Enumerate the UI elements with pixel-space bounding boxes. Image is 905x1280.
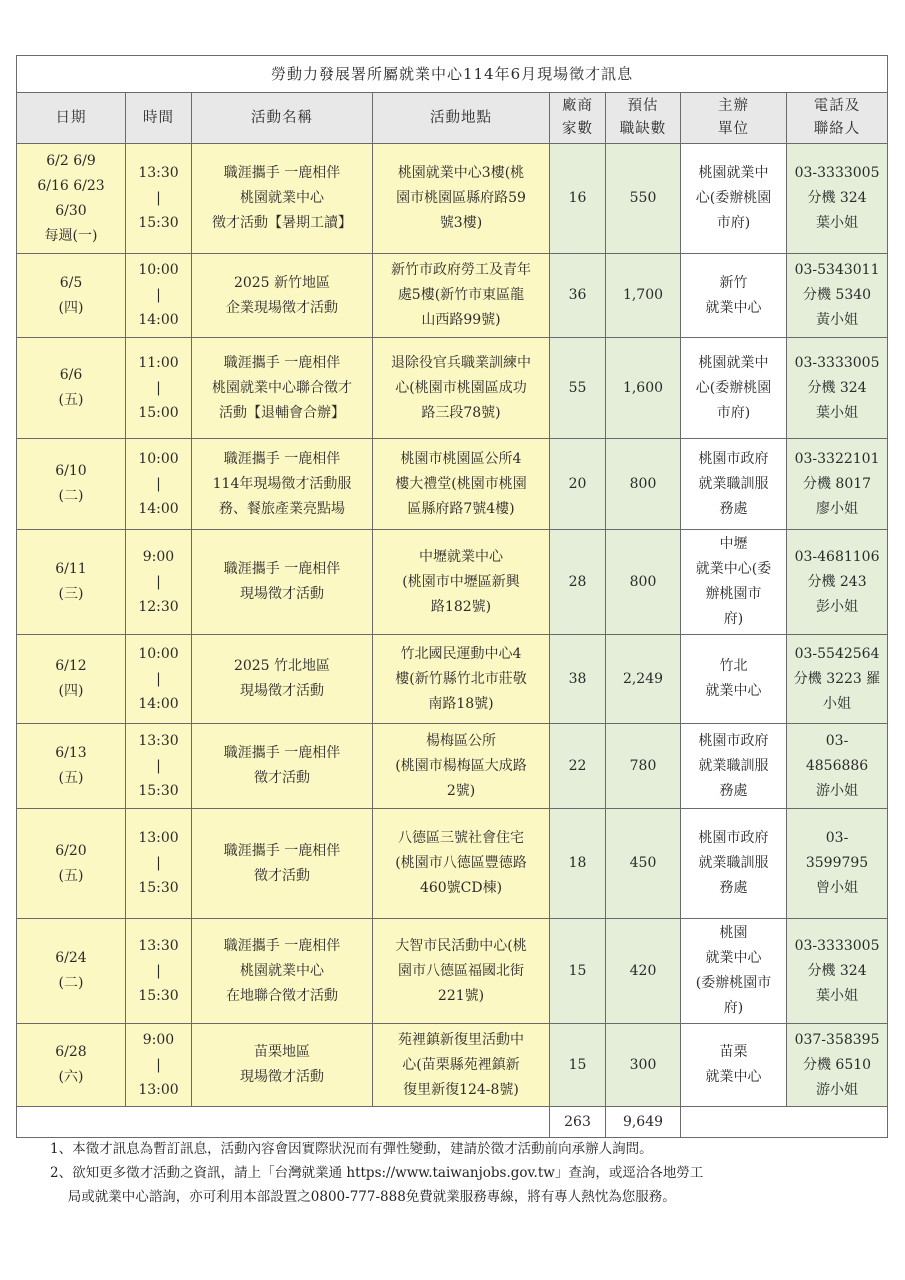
cell-activity-place: 中壢就業中心 (桃園市中壢區新興 路182號) bbox=[373, 530, 550, 635]
cell-contact: 03-5542564 分機 3223 羅 小姐 bbox=[787, 635, 888, 724]
job-fair-table bbox=[16, 55, 888, 1138]
table-row bbox=[17, 919, 888, 1024]
cell-activity-name: 職涯攜手 一鹿相伴 桃園就業中心 徵才活動【暑期工讀】 bbox=[192, 144, 373, 254]
table-row bbox=[17, 338, 888, 439]
table-row bbox=[17, 635, 888, 724]
cell-firm-count: 15 bbox=[550, 1024, 606, 1107]
cell-activity-place: 竹北國民運動中心4 樓(新竹縣竹北市莊敬 南路18號) bbox=[373, 635, 550, 724]
cell-firm-count: 15 bbox=[550, 919, 606, 1024]
cell-firm-count: 36 bbox=[550, 254, 606, 338]
cell-host: 桃園市政府 就業職訓服 務處 bbox=[681, 809, 787, 919]
cell-contact: 03-5343011 分機 5340 黃小姐 bbox=[787, 254, 888, 338]
cell-host: 苗栗 就業中心 bbox=[681, 1024, 787, 1107]
cell-host: 桃園市政府 就業職訓服 務處 bbox=[681, 724, 787, 809]
header-row bbox=[17, 93, 888, 144]
header-date: 日期 bbox=[17, 93, 126, 144]
header-contact: 電話及 聯絡人 bbox=[787, 93, 888, 144]
cell-firm-count: 28 bbox=[550, 530, 606, 635]
cell-contact: 03- 3599795 曾小姐 bbox=[787, 809, 888, 919]
header-time: 時間 bbox=[126, 93, 192, 144]
cell-job-count: 550 bbox=[606, 144, 681, 254]
cell-time: 9:00 | 13:00 bbox=[126, 1024, 192, 1107]
cell-contact: 03-4681106 分機 243 彭小姐 bbox=[787, 530, 888, 635]
table-row bbox=[17, 1024, 888, 1107]
cell-activity-name: 職涯攜手 一鹿相伴 現場徵才活動 bbox=[192, 530, 373, 635]
cell-date: 6/5 (四) bbox=[17, 254, 126, 338]
cell-activity-name: 職涯攜手 一鹿相伴 徵才活動 bbox=[192, 809, 373, 919]
cell-job-count: 1,600 bbox=[606, 338, 681, 439]
total-jobs: 9,649 bbox=[606, 1107, 681, 1138]
cell-date: 6/20 (五) bbox=[17, 809, 126, 919]
cell-host: 中壢 就業中心(委 辦桃園市 府) bbox=[681, 530, 787, 635]
totals-blank bbox=[17, 1107, 550, 1138]
cell-activity-place: 退除役官兵職業訓練中 心(桃園市桃園區成功 路三段78號) bbox=[373, 338, 550, 439]
cell-host: 桃園市政府 就業職訓服 務處 bbox=[681, 439, 787, 530]
note-1: 1、本徵才訊息為暫訂訊息，活動內容會因實際狀況而有彈性變動，建請於徵才活動前向承辦人詢問。 bbox=[50, 1141, 653, 1157]
cell-activity-place: 苑裡鎮新復里活動中 心(苗栗縣苑裡鎮新 復里新復124-8號) bbox=[373, 1024, 550, 1107]
cell-time: 10:00 | 14:00 bbox=[126, 254, 192, 338]
cell-activity-name: 職涯攜手 一鹿相伴 桃園就業中心 在地聯合徵才活動 bbox=[192, 919, 373, 1024]
cell-date: 6/28 (六) bbox=[17, 1024, 126, 1107]
cell-job-count: 800 bbox=[606, 439, 681, 530]
cell-activity-name: 職涯攜手 一鹿相伴 桃園就業中心聯合徵才 活動【退輔會合辦】 bbox=[192, 338, 373, 439]
table-row bbox=[17, 439, 888, 530]
header-firm-count: 廠商 家數 bbox=[550, 93, 606, 144]
sheet-title: 勞動力發展署所屬就業中心114年6月現場徵才訊息 bbox=[17, 56, 888, 93]
cell-time: 9:00 | 12:30 bbox=[126, 530, 192, 635]
cell-time: 13:30 | 15:30 bbox=[126, 144, 192, 254]
cell-contact: 03- 4856886 游小姐 bbox=[787, 724, 888, 809]
cell-host: 竹北 就業中心 bbox=[681, 635, 787, 724]
cell-activity-place: 桃園就業中心3樓(桃 園市桃園區縣府路59 號3樓) bbox=[373, 144, 550, 254]
note-2: 2、欲知更多徵才活動之資訊，請上「台灣就業通 https://www.taiwanjobs.gov.tw」查詢，或逕洽各地勞工 局或就業中心諮詢，亦可利用本部設置之0800-777-888免費就業服務專線，將有專人熱忱為您服務。 bbox=[50, 1165, 704, 1205]
cell-firm-count: 22 bbox=[550, 724, 606, 809]
totals-row bbox=[17, 1107, 888, 1138]
cell-job-count: 300 bbox=[606, 1024, 681, 1107]
cell-time: 13:30 | 15:30 bbox=[126, 919, 192, 1024]
cell-job-count: 800 bbox=[606, 530, 681, 635]
cell-contact: 03-3322101 分機 8017 廖小姐 bbox=[787, 439, 888, 530]
cell-date: 6/12 (四) bbox=[17, 635, 126, 724]
cell-date: 6/10 (二) bbox=[17, 439, 126, 530]
cell-activity-place: 八德區三號社會住宅 (桃園市八德區豐德路 460號CD棟) bbox=[373, 809, 550, 919]
cell-activity-name: 2025 竹北地區 現場徵才活動 bbox=[192, 635, 373, 724]
cell-activity-name: 職涯攜手 一鹿相伴 114年現場徵才活動服 務、餐旅產業亮點場 bbox=[192, 439, 373, 530]
cell-activity-place: 新竹市政府勞工及青年 處5樓(新竹市東區龍 山西路99號) bbox=[373, 254, 550, 338]
cell-date: 6/13 (五) bbox=[17, 724, 126, 809]
cell-firm-count: 20 bbox=[550, 439, 606, 530]
cell-job-count: 780 bbox=[606, 724, 681, 809]
header-activity-place: 活動地點 bbox=[373, 93, 550, 144]
totals-blank-right bbox=[681, 1107, 888, 1138]
header-activity-name: 活動名稱 bbox=[192, 93, 373, 144]
cell-activity-place: 大智市民活動中心(桃 園市八德區福國北街 221號) bbox=[373, 919, 550, 1024]
cell-host: 桃園就業中 心(委辦桃園 市府) bbox=[681, 144, 787, 254]
cell-job-count: 450 bbox=[606, 809, 681, 919]
cell-activity-name: 職涯攜手 一鹿相伴 徵才活動 bbox=[192, 724, 373, 809]
cell-time: 11:00 | 15:00 bbox=[126, 338, 192, 439]
cell-activity-place: 楊梅區公所 (桃園市楊梅區大成路 2號) bbox=[373, 724, 550, 809]
cell-job-count: 2,249 bbox=[606, 635, 681, 724]
table-row bbox=[17, 724, 888, 809]
cell-job-count: 420 bbox=[606, 919, 681, 1024]
cell-time: 13:00 | 15:30 bbox=[126, 809, 192, 919]
cell-time: 10:00 | 14:00 bbox=[126, 635, 192, 724]
cell-activity-place: 桃園市桃園區公所4 樓大禮堂(桃園市桃園 區縣府路7號4樓) bbox=[373, 439, 550, 530]
table-row bbox=[17, 144, 888, 254]
cell-time: 13:30 | 15:30 bbox=[126, 724, 192, 809]
cell-date: 6/24 (二) bbox=[17, 919, 126, 1024]
table-row bbox=[17, 809, 888, 919]
cell-date: 6/11 (三) bbox=[17, 530, 126, 635]
cell-activity-name: 苗栗地區 現場徵才活動 bbox=[192, 1024, 373, 1107]
cell-contact: 03-3333005 分機 324 葉小姐 bbox=[787, 144, 888, 254]
header-host: 主辦 單位 bbox=[681, 93, 787, 144]
cell-contact: 03-3333005 分機 324 葉小姐 bbox=[787, 919, 888, 1024]
cell-time: 10:00 | 14:00 bbox=[126, 439, 192, 530]
cell-activity-name: 2025 新竹地區 企業現場徵才活動 bbox=[192, 254, 373, 338]
cell-date: 6/2 6/9 6/16 6/23 6/30 每週(一) bbox=[17, 144, 126, 254]
cell-firm-count: 55 bbox=[550, 338, 606, 439]
cell-firm-count: 16 bbox=[550, 144, 606, 254]
cell-contact: 037-358395 分機 6510 游小姐 bbox=[787, 1024, 888, 1107]
cell-job-count: 1,700 bbox=[606, 254, 681, 338]
header-job-count: 預估 職缺數 bbox=[606, 93, 681, 144]
table-row bbox=[17, 254, 888, 338]
cell-host: 新竹 就業中心 bbox=[681, 254, 787, 338]
total-firms: 263 bbox=[550, 1107, 606, 1138]
cell-host: 桃園就業中 心(委辦桃園 市府) bbox=[681, 338, 787, 439]
cell-firm-count: 18 bbox=[550, 809, 606, 919]
cell-date: 6/6 (五) bbox=[17, 338, 126, 439]
job-fair-sheet bbox=[16, 55, 887, 1138]
cell-host: 桃園 就業中心 (委辦桃園市 府) bbox=[681, 919, 787, 1024]
cell-firm-count: 38 bbox=[550, 635, 606, 724]
notes bbox=[50, 1137, 880, 1209]
cell-contact: 03-3333005 分機 324 葉小姐 bbox=[787, 338, 888, 439]
table-row bbox=[17, 530, 888, 635]
